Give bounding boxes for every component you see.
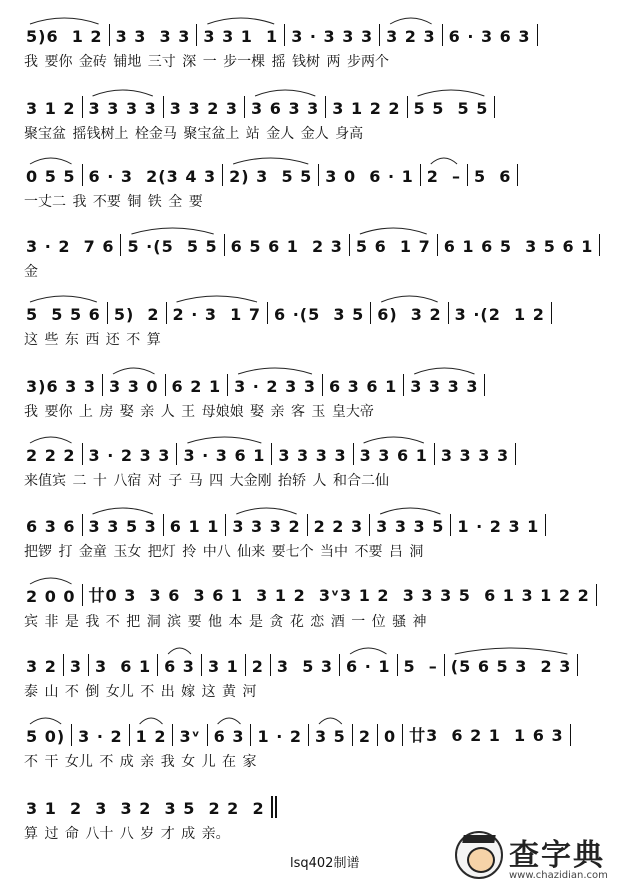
measure: 3 · 2 3 3 [88,446,171,465]
bar-line [349,234,350,256]
bar-line [82,514,83,536]
bar-line [448,302,449,324]
bar-line [402,724,403,746]
bar-line [444,654,445,676]
bar-line [494,96,495,118]
measure: 5 6 [474,167,512,186]
measure: 3 · 2 [78,727,123,746]
measure: 6 3 [213,727,245,746]
measure: 6 · 3 6 3 [448,27,531,46]
measure: 3 1 [207,657,239,676]
measure: 6 · 1 [346,657,391,676]
lyrics-line: 不 干 女儿 不 成 亲 我 女 儿 在 家 [24,754,257,770]
bar-line [165,374,166,396]
measure: 2) 3 5 5 [229,167,313,186]
measure: 2 2 3 [313,517,364,536]
bar-line [172,724,173,746]
bar-line [245,654,246,676]
bar-line [352,724,353,746]
bar-line [397,654,398,676]
measure: 2 2 2 [26,446,76,465]
measure: 2 – [426,167,462,186]
measure: 3 3 3 3 [115,27,191,46]
transcriber-credit: lsq402制谱 [290,856,360,871]
measure: 3 6 3 3 [251,99,320,118]
measure: 廿3 6 2 1 1 6 3 [409,726,564,745]
notation-line [24,296,556,324]
bar-line [107,302,108,324]
measure: 3 5 [314,727,346,746]
bar-line [222,164,223,186]
bar-line [353,443,354,465]
measure: 2 · 3 1 7 [172,305,261,324]
bar-line [102,374,103,396]
measure: 3 2 [26,657,57,676]
measure: 6 1 6 5 3 5 6 1 [443,237,594,256]
bar-line [271,796,273,818]
lyrics-line: 算 过 命 八十 八 岁 才 成 亲。 [24,826,230,842]
measure: 2 0 0 [26,587,76,606]
measure: 3 3 3 3 [440,446,510,465]
measure: 6 1 1 [169,517,220,536]
measure: 6 3 [164,657,195,676]
measure: 3 · 3 3 3 [291,27,374,46]
bar-line [82,584,83,606]
bar-line [227,374,228,396]
measure: 3 3 1 1 [203,27,279,46]
bar-line [442,24,443,46]
measure: 3 1 2 2 [332,99,401,118]
bar-line [484,374,485,396]
measure: 5) 2 [113,305,160,324]
bar-line [201,654,202,676]
measure: 3 3 6 1 [359,446,428,465]
bar-line [545,514,546,536]
bar-line [163,96,164,118]
notation-line [24,368,489,396]
measure: 3ᵛ [179,727,201,746]
bar-line [109,24,110,46]
bar-line [176,443,177,465]
bar-line [437,234,438,256]
bar-line [450,514,451,536]
bar-line [551,302,552,324]
measure: 3 3 3 3 [278,446,347,465]
bar-line [82,443,83,465]
measure: 5 – [403,657,438,676]
notation-line [24,578,601,606]
lyrics-line: 聚宝盆 摇钱树上 栓金马 聚宝盆上 站 金人 金人 身高 [24,126,364,142]
measure: 6 ·(5 3 5 [274,305,365,324]
notation-line [24,508,550,536]
bar-line [207,724,208,746]
lyrics-line: 一丈二 我 不要 铜 铁 全 要 [24,194,203,210]
score-line [0,368,635,430]
lyrics-line: 我 要你 金砖 铺地 三寸 深 一 步一棵 摇 钱树 两 步两个 [24,54,389,70]
notation-line [24,718,575,746]
measure: (5 6 5 3 2 3 [450,657,572,676]
bar-line [82,96,83,118]
measure: 0 [383,727,397,746]
lyrics-line: 来值宾 二 十 八宿 对 子 马 四 大金刚 抬轿 人 和合二仙 [24,473,389,489]
bar-line [325,96,326,118]
measure: 5 ·(5 5 5 [127,237,218,256]
bar-line [577,654,578,676]
bar-line [120,234,121,256]
measure: 3 6 1 [94,657,152,676]
logo-url: www.chazidian.com [509,869,608,881]
bar-line [71,724,72,746]
bar-line [88,654,89,676]
bar-line [370,302,371,324]
measure: 6 5 6 1 2 3 [230,237,343,256]
bar-line [82,164,83,186]
measure: 3 ·(2 1 2 [454,305,545,324]
chazidian-logo [455,831,615,879]
score-line [0,437,635,499]
measure: 5 5 5 5 [413,99,489,118]
measure: 3 1 2 [26,99,76,118]
measure: 3 3 3 5 [376,517,445,536]
measure: 1 2 [135,727,167,746]
measure: 3 2 3 [386,27,436,46]
measure: 1 · 2 [257,727,302,746]
lyrics-line: 这 些 东 西 还 不 算 [24,332,161,348]
bar-line [63,654,64,676]
measure: 1 · 2 3 1 [457,517,540,536]
measure: 3 3 2 3 [169,99,239,118]
scholar-mascot-icon [455,831,503,879]
measure: 6 2 1 [171,377,222,396]
measure: 3 3 5 3 [88,517,157,536]
measure: 3 3 0 [108,377,159,396]
measure: 3 0 6 · 1 [325,167,414,186]
bar-line [339,654,340,676]
bar-line [244,96,245,118]
bar-line [434,443,435,465]
measure: 6 3 6 1 [328,377,398,396]
bar-line [369,514,370,536]
bar-line [196,24,197,46]
score-line [0,158,635,220]
measure: 3 1 2 3 3 2 3 5 2 2 2 [26,799,265,818]
score-line [0,648,635,710]
score-line [0,508,635,570]
bar-line [284,24,285,46]
score-line [0,578,635,640]
bar-line [596,584,597,606]
measure: 6) 3 2 [377,305,442,324]
bar-line [322,374,323,396]
measure: 3 3 3 3 [410,377,479,396]
bar-line [570,724,571,746]
bar-line [129,724,130,746]
bar-line [467,164,468,186]
measure: 2 [358,727,371,746]
notation-line [24,437,520,465]
score-line [0,18,635,80]
notation-line [24,648,582,676]
notation-line [24,228,604,256]
score-line [0,296,635,358]
bar-line [271,443,272,465]
bar-line [420,164,421,186]
bar-line [515,443,516,465]
bar-line [163,514,164,536]
measure: 0 5 5 [26,167,76,186]
bar-line [267,302,268,324]
lyrics-line: 金 [24,264,38,280]
bar-line [270,654,271,676]
score-line [0,718,635,780]
bar-line [166,302,167,324]
measure: 5 5 5 6 [26,305,101,324]
measure: 3 [69,657,82,676]
measure: 5 0) [26,727,66,746]
bar-line [599,234,600,256]
notation-line [24,158,522,186]
logo-title: 查字典 [509,837,605,873]
lyrics-line: 我 要你 上 房 娶 亲 人 王 母娘娘 娶 亲 客 玉 皇大帝 [24,404,374,420]
bar-line [517,164,518,186]
bar-line [407,96,408,118]
measure: 3 · 2 7 6 [26,237,115,256]
measure: 6 3 6 [26,517,76,536]
score-line [0,90,635,152]
bar-line [308,724,309,746]
bar-line [225,514,226,536]
notation-line [24,790,283,818]
bar-line [377,724,378,746]
measure: 3)6 3 3 [26,377,96,396]
notation-line [24,90,499,118]
lyrics-line: 把锣 打 金童 玉女 把灯 拎 中八 仙来 要七个 当中 不要 吕 洞 [24,544,424,560]
bar-line [307,514,308,536]
measure: 3 · 3 6 1 [183,446,266,465]
measure: 5 6 1 7 [355,237,431,256]
notation-line [24,18,542,46]
bar-line [318,164,319,186]
measure: 廿0 3 3 6 3 6 1 3 1 2 3ᵛ3 1 2 3 3 3 5 6 1 3 1 2 2 [88,586,590,605]
bar-line [250,724,251,746]
measure: 3 · 2 3 3 [234,377,316,396]
measure: 6 · 3 2(3 4 3 [88,167,217,186]
measure: 5)6 1 2 [26,27,103,46]
bar-line [537,24,538,46]
lyrics-line: 泰 山 不 倒 女儿 不 出 嫁 这 黄 河 [24,684,257,700]
measure: 3 5 3 [276,657,334,676]
bar-line [403,374,404,396]
lyrics-line: 宾 非 是 我 不 把 洞 滨 要 他 本 是 贪 花 恋 酒 一 位 骚 神 [24,614,427,630]
bar-line [379,24,380,46]
measure: 3 3 3 3 [88,99,157,118]
measure: 3 3 3 2 [232,517,301,536]
score-line [0,228,635,290]
bar-line [157,654,158,676]
measure: 2 [251,657,264,676]
bar-line [224,234,225,256]
